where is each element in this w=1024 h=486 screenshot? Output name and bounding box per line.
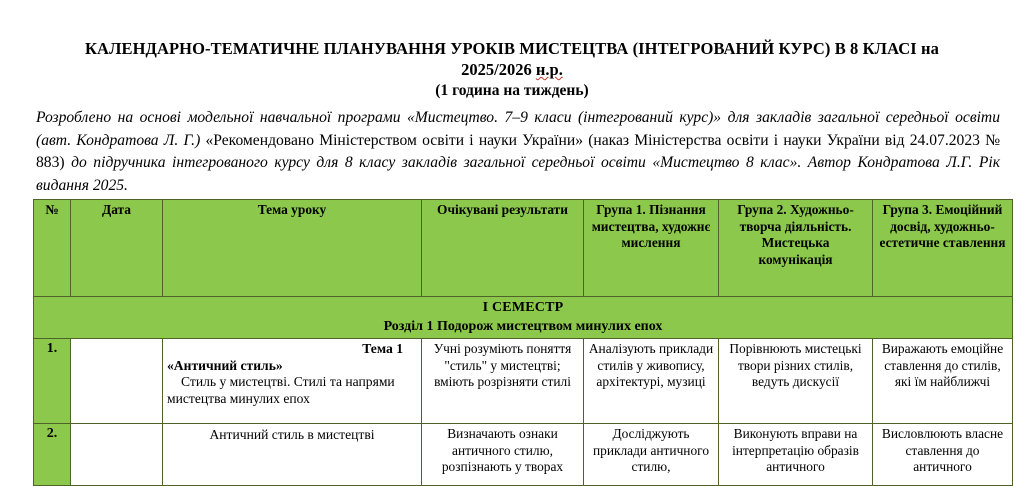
intro-segment-2: «Рекомендовано Міністерством освіти і науки України» (наказ Міністерства освіти і науки України від 24.07.2023 № 883)	[36, 131, 1000, 171]
topic-title: «Античний стиль»	[167, 357, 283, 373]
row-group-3: Висловлюють власне ставлення до античного	[873, 424, 1013, 486]
column-header-number: №	[34, 200, 71, 297]
school-year-abbrev: н.р.	[535, 60, 563, 79]
column-header-topic: Тема уроку	[163, 200, 422, 297]
column-header-results: Очікувані результати	[422, 200, 584, 297]
title-block	[0, 0, 1024, 101]
table-header	[34, 200, 1013, 297]
row-number: 1.	[34, 339, 71, 424]
intro-segment-3: до підручника інтегрованого курсу для 8 класу закладів загальної середньої освіти «Мистецтво 8 клас». Автор Кондратова Л.Г. Рік видання 2025.	[36, 154, 1000, 194]
row-topic	[163, 339, 422, 424]
topic-number: Тема 1	[362, 341, 403, 356]
lesson-plan-table-wrapper	[33, 199, 1012, 486]
topic-body: Стиль у мистецтві. Стилі та напрями мистецтва минулих епох	[167, 374, 395, 406]
row-expected-results: Учні розуміють поняття "стиль" у мистецтві; вміють розрізняти стилі	[422, 339, 584, 424]
column-header-group-2: Група 2. Художньо-творча діяльність. Мистецька комунікація	[719, 200, 873, 297]
row-number: 2.	[34, 424, 71, 486]
row-group-3: Виражають емоційне ставлення до стилів, які їм найближчі	[873, 339, 1013, 424]
column-header-group-3: Група 3. Емоційний досвід, художньо-естетичне ставлення	[873, 200, 1013, 297]
table-body	[34, 297, 1013, 486]
row-date[interactable]	[71, 339, 163, 424]
school-year-line	[62, 59, 962, 80]
table-header-row	[34, 200, 1013, 297]
table-row	[34, 424, 1013, 486]
page-title: КАЛЕНДАРНО-ТЕМАТИЧНЕ ПЛАНУВАННЯ УРОКІВ МИСТЕЦТВА (ІНТЕГРОВАНИЙ КУРС) В 8 КЛАСІ на	[84, 39, 939, 58]
row-group-1: Аналізують приклади стилів у живопису, архітектурі, музиці	[584, 339, 719, 424]
column-header-date: Дата	[71, 200, 163, 297]
intro-segment-1: Розроблено на основі модельної навчальної програми «Мистецтво. 7–9 класи (інтегрований курс)» для закладів загальної середньої освіти (авт. Кондратова Л. Г.)	[36, 109, 1000, 149]
row-topic: Античний стиль в мистецтві	[163, 424, 422, 486]
row-group-1: Досліджують приклади античного стилю,	[584, 424, 719, 486]
row-expected-results: Визначають ознаки античного стилю, розпізнають у творах	[422, 424, 584, 486]
semester-banner-cell	[34, 297, 1013, 339]
section-label: Розділ 1 Подорож мистецтвом минулих епох	[383, 319, 663, 334]
semester-banner-row	[34, 297, 1013, 339]
school-year: 2025/2026	[461, 60, 536, 79]
table-row	[34, 339, 1013, 424]
row-group-2: Порівнюють мистецькі твори різних стилів, ведуть дискусії	[719, 339, 873, 424]
semester-label: І СЕМЕСТР	[482, 300, 564, 315]
intro-paragraph	[36, 107, 1016, 197]
row-group-2: Виконують вправи на інтерпретацію образів античного	[719, 424, 873, 486]
row-date[interactable]	[71, 424, 163, 486]
lesson-plan-table	[33, 199, 1013, 486]
column-header-group-1: Група 1. Пізнання мистецтва, художнє мислення	[584, 200, 719, 297]
hours-per-week: (1 година на тиждень)	[435, 82, 589, 99]
